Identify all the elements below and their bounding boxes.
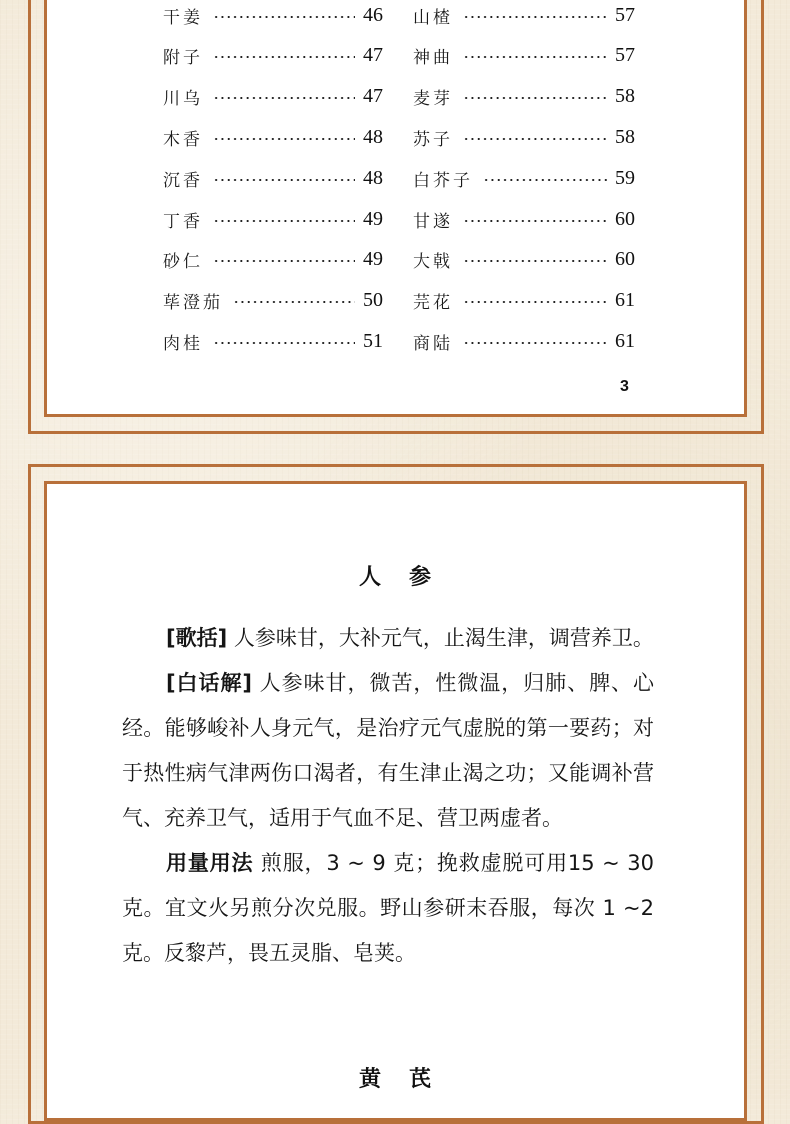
verse-paragraph bbox=[122, 616, 654, 661]
toc-leader-dots bbox=[463, 138, 607, 140]
toc-leader-dots bbox=[483, 179, 607, 181]
toc-entry-page: 57 bbox=[615, 3, 635, 26]
toc-entry-page: 47 bbox=[363, 84, 383, 107]
dosage-paragraph bbox=[122, 841, 654, 976]
explanation-text: 人参味甘，微苦，性微温，归肺、脾、心经。能够峻补人身元气，是治疗元气虚脱的第一要药；对于热性病气津两伤口渴者，有生津止渴之功；又能调补营气、充养卫气，适用于气血不足、营卫两虚者。 bbox=[122, 671, 654, 830]
entry-body bbox=[122, 616, 654, 976]
toc-entry-page: 49 bbox=[363, 247, 383, 270]
toc-entry bbox=[163, 0, 383, 30]
toc-entry bbox=[413, 163, 635, 193]
toc-leader-dots bbox=[463, 97, 607, 99]
toc-entry-page: 48 bbox=[363, 125, 383, 148]
toc-entry-page: 47 bbox=[363, 43, 383, 66]
toc-entry bbox=[163, 285, 383, 315]
toc-entry bbox=[163, 81, 383, 111]
next-entry-title: 黄芪 bbox=[358, 1067, 459, 1092]
toc-entry-page: 50 bbox=[363, 288, 383, 311]
toc-entry bbox=[163, 122, 383, 152]
toc-entry-name: 砂仁 bbox=[163, 251, 203, 272]
dosage-label: 用量用法 bbox=[166, 851, 254, 875]
toc-entry-name: 麦芽 bbox=[413, 88, 453, 109]
toc-entry-name: 苏子 bbox=[413, 129, 453, 150]
page-number: 3 bbox=[620, 378, 629, 395]
toc-entry-page: 60 bbox=[615, 247, 635, 270]
toc-entry-name: 芫花 bbox=[413, 292, 453, 313]
toc-leader-dots bbox=[213, 260, 355, 262]
toc-entry-page: 46 bbox=[363, 3, 383, 26]
toc-entry-name: 肉桂 bbox=[163, 333, 203, 354]
toc-entry bbox=[163, 244, 383, 274]
verse-label: [歌括] bbox=[166, 626, 228, 650]
toc-leader-dots bbox=[213, 16, 355, 18]
toc-entry bbox=[163, 204, 383, 234]
toc-leader-dots bbox=[463, 301, 607, 303]
verse-text: 人参味甘，大补元气，止渴生津，调营养卫。 bbox=[227, 626, 654, 650]
toc-entry bbox=[163, 326, 383, 356]
toc-entry-page: 58 bbox=[615, 84, 635, 107]
dosage-text: 煎服，3 ~ 9 克；挽救虚脱可用15 ~ 30 克。宜文火另煎分次兑服。野山参研末吞服，每次 1 ~2 克。反黎芦，畏五灵脂、皂荚。 bbox=[122, 851, 654, 965]
toc-entry-name: 干姜 bbox=[163, 7, 203, 28]
toc-entry-name: 附子 bbox=[163, 47, 203, 68]
toc-entry-name: 荜澄茄 bbox=[163, 292, 223, 313]
toc-leader-dots bbox=[463, 16, 607, 18]
toc-leader-dots bbox=[213, 342, 355, 344]
toc-leader-dots bbox=[463, 220, 607, 222]
toc-entry-page: 60 bbox=[615, 207, 635, 230]
entry-title: 人参 bbox=[358, 565, 459, 590]
explanation-paragraph bbox=[122, 661, 654, 841]
toc-entry-name: 大戟 bbox=[413, 251, 453, 272]
toc-entry bbox=[413, 81, 635, 111]
toc-leader-dots bbox=[233, 301, 355, 303]
toc-entry bbox=[163, 163, 383, 193]
toc-entry bbox=[413, 122, 635, 152]
toc-entry-page: 61 bbox=[615, 329, 635, 352]
toc-entry-name: 丁香 bbox=[163, 211, 203, 232]
toc-entry-name: 沉香 bbox=[163, 170, 203, 191]
toc-entry bbox=[163, 40, 383, 70]
toc-entry bbox=[413, 244, 635, 274]
explanation-label: [白话解] bbox=[166, 671, 253, 695]
toc-entry-name: 神曲 bbox=[413, 47, 453, 68]
toc-entry bbox=[413, 285, 635, 315]
toc-entry-page: 61 bbox=[615, 288, 635, 311]
toc-entry-name: 山楂 bbox=[413, 7, 453, 28]
toc-entry-page: 59 bbox=[615, 166, 635, 189]
toc-entry-name: 甘遂 bbox=[413, 211, 453, 232]
toc-leader-dots bbox=[463, 56, 607, 58]
toc-entry bbox=[413, 326, 635, 356]
toc-leader-dots bbox=[213, 220, 355, 222]
toc-entry-page: 51 bbox=[363, 329, 383, 352]
toc-leader-dots bbox=[213, 138, 355, 140]
toc-entry-page: 57 bbox=[615, 43, 635, 66]
toc-leader-dots bbox=[213, 179, 355, 181]
toc-page bbox=[44, 0, 747, 417]
toc-leader-dots bbox=[463, 342, 607, 344]
toc-entry bbox=[413, 40, 635, 70]
toc-leader-dots bbox=[213, 97, 355, 99]
toc-entry-page: 58 bbox=[615, 125, 635, 148]
toc-entry-page: 49 bbox=[363, 207, 383, 230]
toc-entry-name: 商陆 bbox=[413, 333, 453, 354]
toc-leader-dots bbox=[463, 260, 607, 262]
toc-entry-page: 48 bbox=[363, 166, 383, 189]
toc-leader-dots bbox=[213, 56, 355, 58]
toc-entry bbox=[413, 204, 635, 234]
toc-entry bbox=[413, 0, 635, 30]
toc-entry-name: 川乌 bbox=[163, 88, 203, 109]
toc-entry-name: 白芥子 bbox=[413, 170, 473, 191]
toc-entry-name: 木香 bbox=[163, 129, 203, 150]
